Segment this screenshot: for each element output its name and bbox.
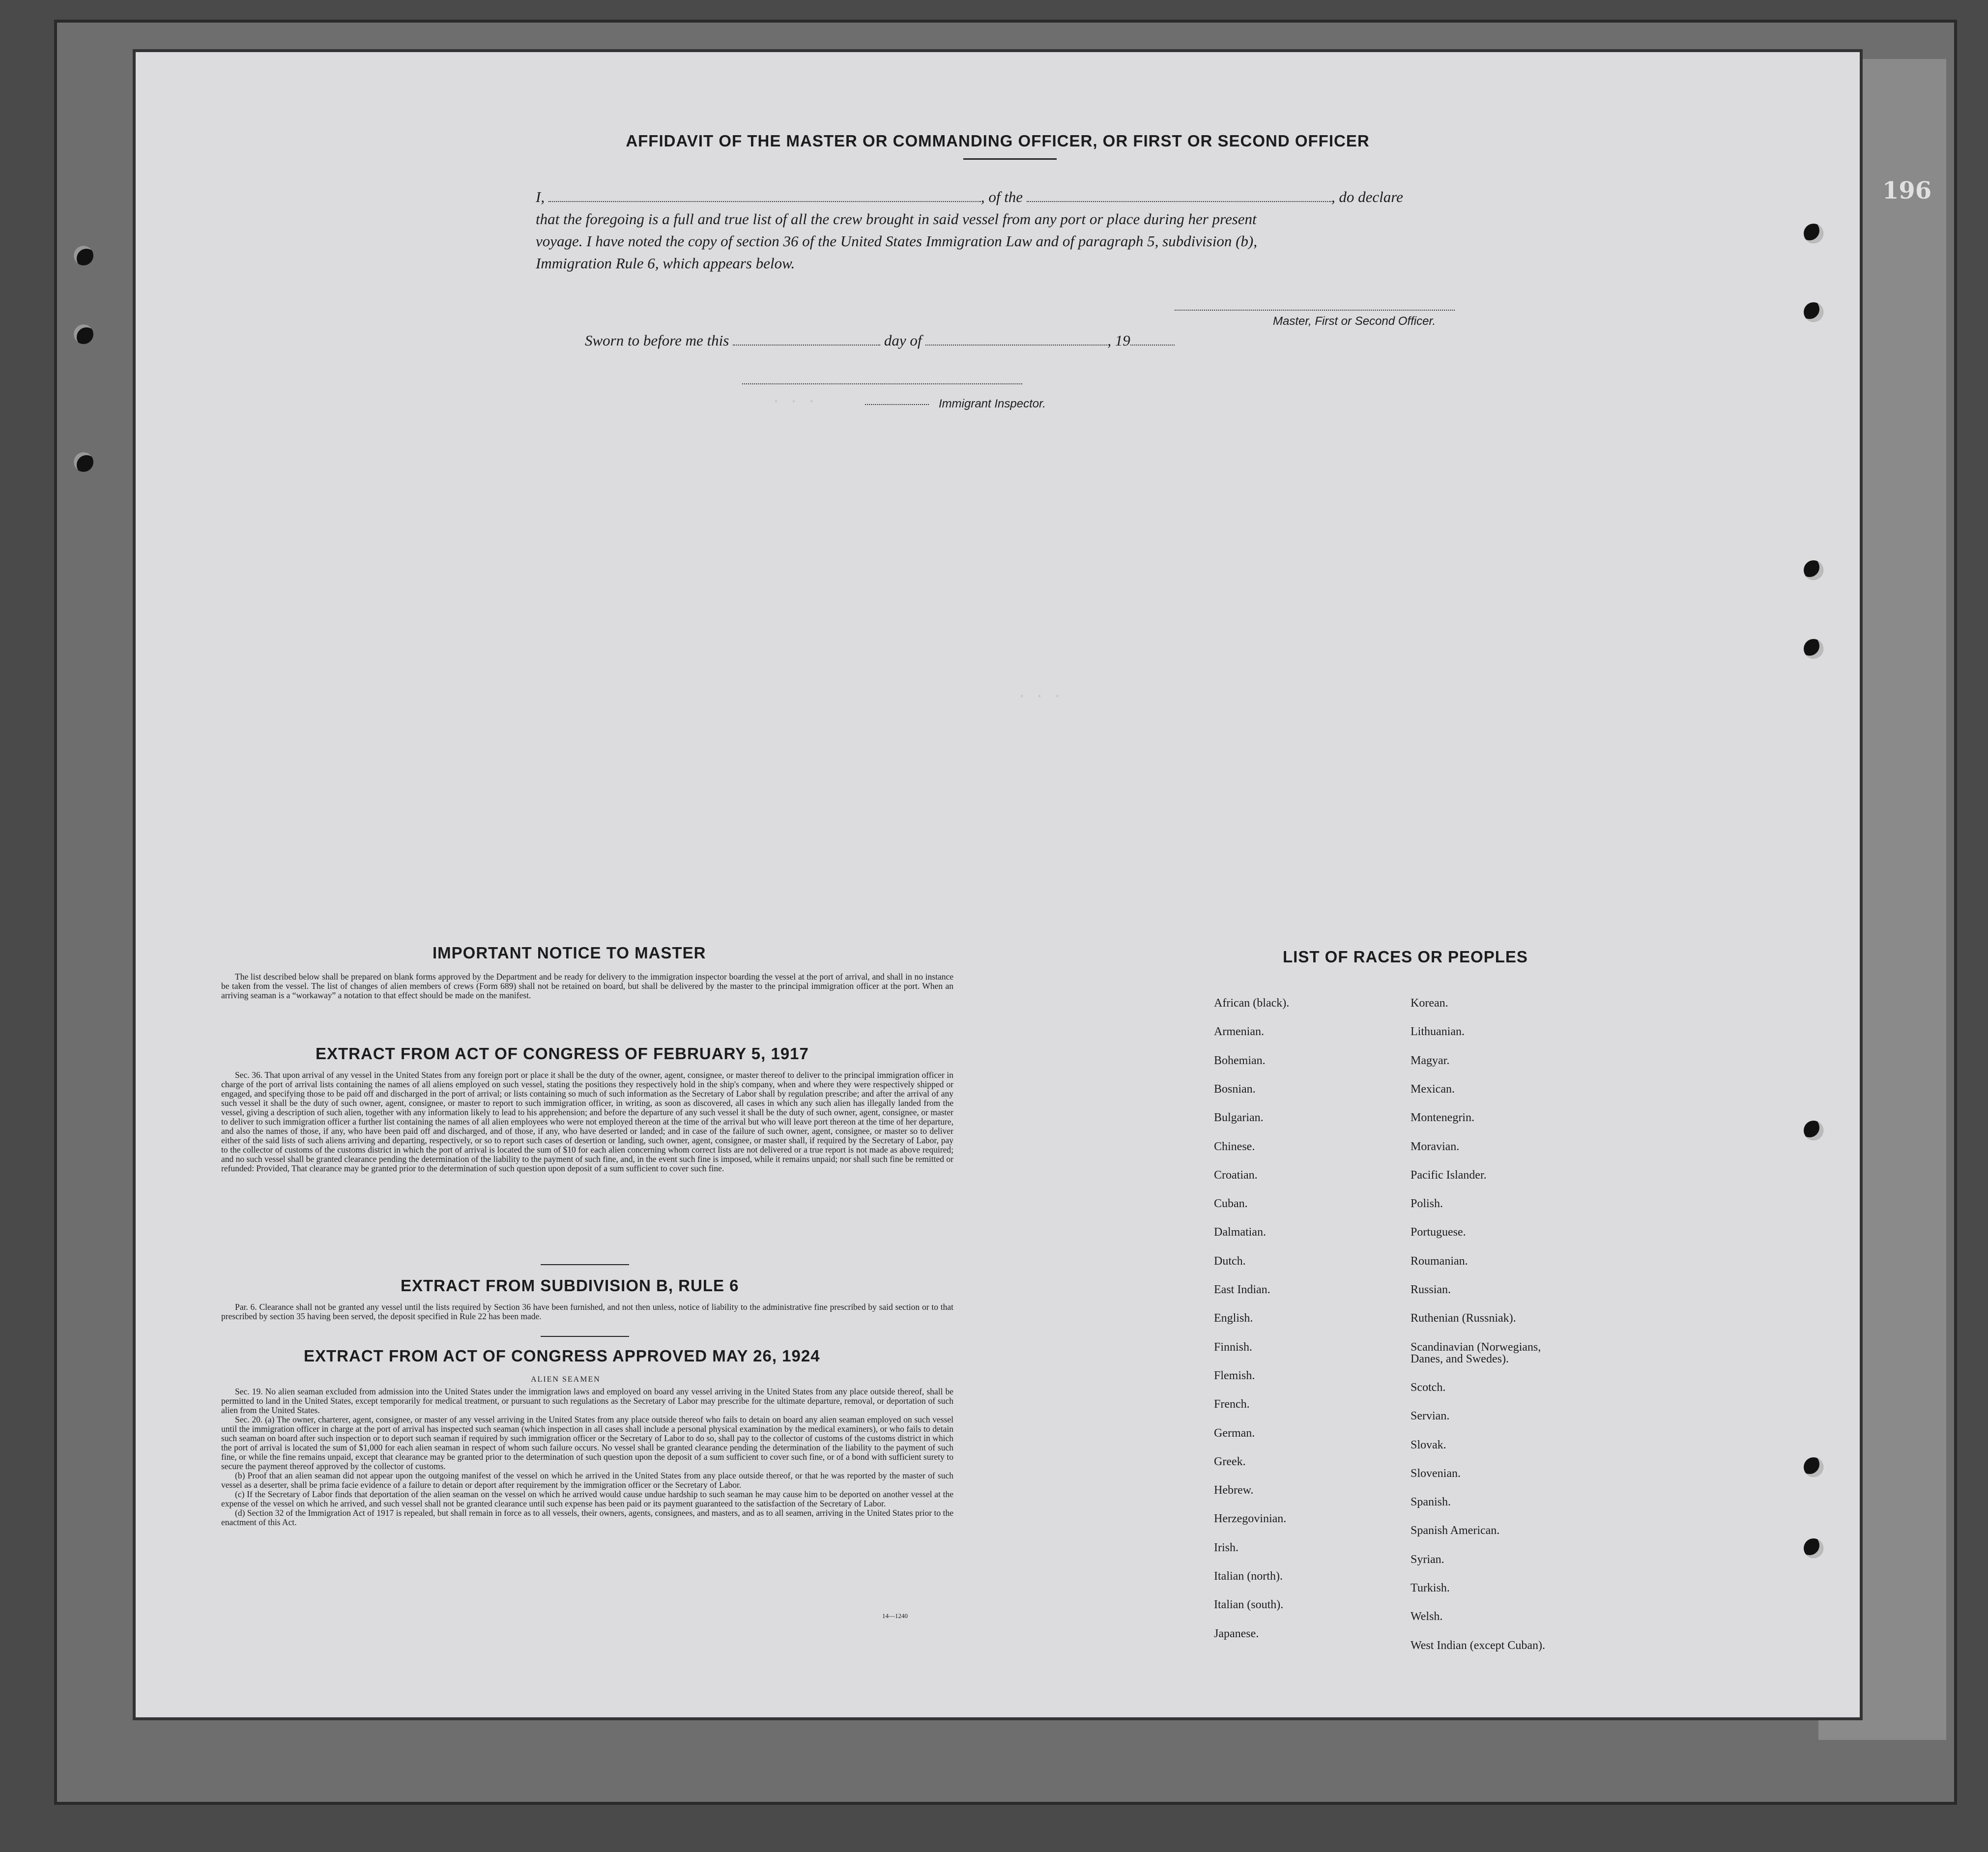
race-item: Italian (north). xyxy=(1214,1570,1283,1583)
race-item: German. xyxy=(1214,1426,1255,1440)
race-item: Dalmatian. xyxy=(1214,1226,1266,1239)
race-item: Italian (south). xyxy=(1214,1598,1284,1612)
race-item: Slovak. xyxy=(1411,1438,1446,1451)
race-item: Montenegrin. xyxy=(1411,1111,1474,1125)
master-signature-label: Master, First or Second Officer. xyxy=(1273,315,1436,328)
race-item: Cuban. xyxy=(1214,1197,1248,1211)
manifest-page xyxy=(133,49,1863,1720)
declaration-i: I, xyxy=(536,188,545,205)
extract-rule6-text xyxy=(221,1302,953,1321)
race-item: French. xyxy=(1214,1398,1250,1411)
race-item: Bosnian. xyxy=(1214,1082,1256,1096)
punch-hole-icon xyxy=(1804,1538,1823,1558)
master-signature-line[interactable] xyxy=(1175,310,1455,311)
race-item: East Indian. xyxy=(1214,1283,1270,1296)
inspector-signature-line[interactable] xyxy=(742,383,1022,384)
officer-name-field[interactable] xyxy=(548,189,981,202)
race-item: Japanese. xyxy=(1214,1627,1259,1640)
race-item: Moravian. xyxy=(1411,1140,1460,1153)
race-item: Danes, and Swedes). xyxy=(1411,1352,1509,1365)
section-divider xyxy=(541,1264,629,1265)
inspector-dotted-lead xyxy=(865,404,929,405)
page-number: 196 xyxy=(1882,177,1932,204)
extract-1917-text xyxy=(221,1071,953,1173)
punch-hole-icon xyxy=(1804,224,1823,243)
race-item: Lithuanian. xyxy=(1411,1025,1465,1039)
section-20d-paragraph: (d) Section 32 of the Immigration Act of 1917 is repealed, but shall remain in force as to all vessels, their owners, agents, consignees, and masters, and as to all seamen, arriving in the United States prior to the enactment of this Act. xyxy=(221,1508,953,1527)
declaration-line-2: that the foregoing is a full and true list of all the crew brought in said vessel from any port or place during her present xyxy=(536,210,1257,228)
section-20b-paragraph: (b) Proof that an alien seaman did not appear upon the outgoing manifest of the vessel on which he arrived in the United States from any place outside thereof, or that he was reported by the master of such vessel as a deserter, shall be prima facie evidence of a failure to detain or deport after requirement by the immigration officer or the Secretary of Labor. xyxy=(221,1471,953,1490)
section-20a-paragraph: Sec. 20. (a) The owner, charterer, agent, consignee, or master of any vessel arriving in the United States from any place outside thereof who fails to detain on board any alien seaman employed on such vessel until the immigration officer in charge at the port of arrival has inspected such seaman (which inspection in all cases shall include a personal physical examination by the medical examiners), or who fails to detain such seaman on board after such inspection or to deport such seaman if required by such immigration officer or the Secretary of Labor to do so, shall pay to the collector of customs of the customs district in which the port of arrival is located the sum of $1,000 for each alien seaman in respect of whom such failure occurs. No vessel shall be granted clearance pending the determination of the liability to the payment of such fine, or while the fine remains unpaid, except that clearance may be granted prior to the determination of such question upon the deposit of a sum sufficient to cover such fine, or of a bond with sufficient surety to secure the payment thereof approved by the collector of customs. xyxy=(221,1415,953,1471)
extract-rule6-title: EXTRACT FROM SUBDIVISION B, RULE 6 xyxy=(401,1276,739,1295)
sworn-month-field[interactable] xyxy=(925,333,1107,346)
declaration-line-1 xyxy=(536,186,1617,208)
punch-hole-icon xyxy=(1804,1457,1823,1477)
race-item: West Indian (except Cuban). xyxy=(1411,1639,1545,1652)
vessel-name-field[interactable] xyxy=(1027,189,1331,202)
sworn-day-of: day of xyxy=(884,332,922,349)
race-item: Bulgarian. xyxy=(1214,1111,1264,1125)
race-item: Spanish. xyxy=(1411,1496,1451,1509)
race-item: English. xyxy=(1214,1312,1253,1325)
race-item: Armenian. xyxy=(1214,1025,1264,1039)
race-item: Irish. xyxy=(1214,1541,1239,1554)
section-divider xyxy=(541,1336,629,1337)
race-item: Greek. xyxy=(1214,1455,1246,1468)
affidavit-title: AFFIDAVIT OF THE MASTER OR COMMANDING OFFICER, OR FIRST OR SECOND OFFICER xyxy=(626,132,1370,150)
race-item: Scotch. xyxy=(1411,1381,1446,1394)
race-item: Syrian. xyxy=(1411,1553,1444,1566)
race-item: Bohemian. xyxy=(1214,1054,1266,1067)
declaration-of-the: , of the xyxy=(980,188,1023,205)
race-item: Dutch. xyxy=(1214,1254,1246,1268)
race-item: Slovenian. xyxy=(1411,1467,1461,1480)
declaration-line-4: Immigration Rule 6, which appears below. xyxy=(536,255,795,272)
race-item: Croatian. xyxy=(1214,1168,1258,1182)
race-item: Roumanian. xyxy=(1411,1254,1468,1268)
race-item: Magyar. xyxy=(1411,1054,1450,1067)
race-item: Servian. xyxy=(1411,1410,1450,1423)
declaration-do-declare: , do declare xyxy=(1331,188,1403,205)
sworn-line xyxy=(585,332,1175,349)
declaration-line-3: voyage. I have noted the copy of section 36 of the United States Immigration Law and of paragraph 5, subdivision (b), xyxy=(536,232,1257,250)
notice-paragraph: The list described below shall be prepared on blank forms approved by the Department and be ready for delivery to the immigration inspector boarding the vessel at the port of arrival, and shall in no instance be taken from the vessel. The list of changes of alien members of crews (Form 689) shall not be retained on board, but shall be delivered by the master to the principal immigration officer at the port. When an arriving seaman is a “workaway” a notation to that effect should be made on the manifest. xyxy=(221,972,953,1000)
sworn-text: Sworn to before me this xyxy=(585,332,729,349)
punch-hole-icon xyxy=(1804,1121,1823,1140)
sworn-day-field[interactable] xyxy=(733,333,880,346)
punch-hole-icon xyxy=(74,452,93,472)
race-item: Ruthenian (Russniak). xyxy=(1411,1312,1516,1325)
punch-hole-icon xyxy=(74,324,93,344)
race-item: Mexican. xyxy=(1411,1082,1455,1096)
race-item: Flemish. xyxy=(1214,1369,1255,1382)
alien-seamen-subtitle: ALIEN SEAMEN xyxy=(531,1375,601,1384)
race-item: Russian. xyxy=(1411,1283,1451,1296)
race-item: Scandinavian (Norwegians, xyxy=(1411,1340,1541,1354)
bleed-through-marks: · · · xyxy=(1017,688,1062,705)
notice-text xyxy=(221,972,953,1000)
inspector-label: Immigrant Inspector. xyxy=(939,397,1046,410)
punch-hole-icon xyxy=(1804,302,1823,322)
race-item: Finnish. xyxy=(1214,1340,1253,1354)
race-item: Herzegovinian. xyxy=(1214,1512,1287,1526)
extract-1924-text xyxy=(221,1387,953,1527)
race-item: Welsh. xyxy=(1411,1610,1443,1623)
title-divider xyxy=(963,158,1057,160)
notice-title: IMPORTANT NOTICE TO MASTER xyxy=(432,944,706,962)
race-item: Hebrew. xyxy=(1214,1484,1254,1497)
race-item: Turkish. xyxy=(1411,1582,1450,1594)
punch-hole-icon xyxy=(1804,639,1823,659)
punch-hole-icon xyxy=(74,246,93,265)
extract-1924-title: EXTRACT FROM ACT OF CONGRESS APPROVED MAY 26, 1924 xyxy=(304,1347,820,1365)
race-item: Spanish American. xyxy=(1411,1524,1500,1537)
section-19-paragraph: Sec. 19. No alien seaman excluded from admission into the United States under the immigration laws and employed on board any vessel arriving in the United States from any place outside thereof, shall be permitted to land in the United States, except temporarily for medical treatment, or pursuant to such regulations as the Secretary of Labor may prescribe for the ultimate departure, removal, or deportation of such alien from the United States. xyxy=(221,1387,953,1415)
race-item: Chinese. xyxy=(1214,1140,1255,1153)
form-number: 14—1240 xyxy=(882,1612,908,1620)
race-item: African (black). xyxy=(1214,997,1290,1010)
extract-1917-title: EXTRACT FROM ACT OF CONGRESS OF FEBRUARY 5, 1917 xyxy=(316,1044,809,1063)
punch-hole-icon xyxy=(1804,560,1823,580)
races-title: LIST OF RACES OR PEOPLES xyxy=(1283,948,1528,966)
section-20c-paragraph: (c) If the Secretary of Labor finds that deportation of the alien seaman on the vessel on which he arrived would cause undue hardship to such seaman he may cause him to be deported on another vessel at the expense of the vessel on which he arrived, and such vessel shall not be granted clearance until such expense has been paid or its payment guaranteed to the satisfaction of the Secretary of Labor. xyxy=(221,1489,953,1508)
declaration-text xyxy=(536,186,1617,274)
rule6-paragraph: Par. 6. Clearance shall not be granted any vessel until the lists required by Section 36 have been furnished, and not then unless, notice of liability to the administrative fine prescribed by said section or to that prescribed by section 35 having been served, the deposit specified in Rule 22 has been made. xyxy=(221,1302,953,1321)
race-item: Korean. xyxy=(1411,997,1448,1010)
sworn-year-prefix: , 19 xyxy=(1107,332,1130,349)
section-36-paragraph: Sec. 36. That upon arrival of any vessel in the United States from any foreign port or place it shall be the duty of the owner, agent, consignee, or master thereof to deliver to the principal immigration officer in charge of the port of arrival lists containing the names of all aliens employed on such vessel, stating the positions they respectively hold in the ship's company, when and where they were respectively shipped or engaged, and specifying those to be paid off and discharged in the port of arrival; or lists containing so much of such information as the Secretary of Labor shall by regulation prescribe; and after the arrival of any such vessel it shall be the duty of such owner, agent, consignee, or master to report to such immigration officer, in writing, as soon as discovered, all cases in which any such alien has illegally landed from the vessel, giving a description of such alien, together with any information likely to lead to his apprehension; and before the departure of any such vessel it shall be the duty of such owner, agent, consignee, or master to deliver to such immigration officer a further list containing the names of all alien employees who were not employed thereon at the time of the arrival but who will leave port thereon at the time of her departure, and also the names of those, if any, who have been paid off and discharged, and of those, if any, who have deserted or landed; and in case of the failure of such owner, agent, consignee, or master so to deliver either of the said lists of such aliens arriving and departing, respectively, or so to report such cases of desertion or landing, such owner, agent, consignee, or master shall, if required by the Secretary of Labor, pay to the collector of customs of the customs district in which the port of arrival is located the sum of $10 for each alien concerning whom correct lists are not delivered or a true report is not made as above required; and no such vessel shall be granted clearance pending the determination of the liability to the payment of such fine, and, in the event such fine is imposed, while it remains unpaid; nor shall such fine be remitted or refunded: Provided, That clearance may be granted prior to the determination of such question upon deposit of a sum sufficient to cover such fine. xyxy=(221,1070,953,1173)
sworn-year-field[interactable] xyxy=(1130,333,1175,346)
race-item: Pacific Islander. xyxy=(1411,1168,1487,1182)
bleed-through-marks: · · · xyxy=(772,393,816,410)
race-item: Portuguese. xyxy=(1411,1226,1466,1239)
race-item: Polish. xyxy=(1411,1197,1443,1211)
